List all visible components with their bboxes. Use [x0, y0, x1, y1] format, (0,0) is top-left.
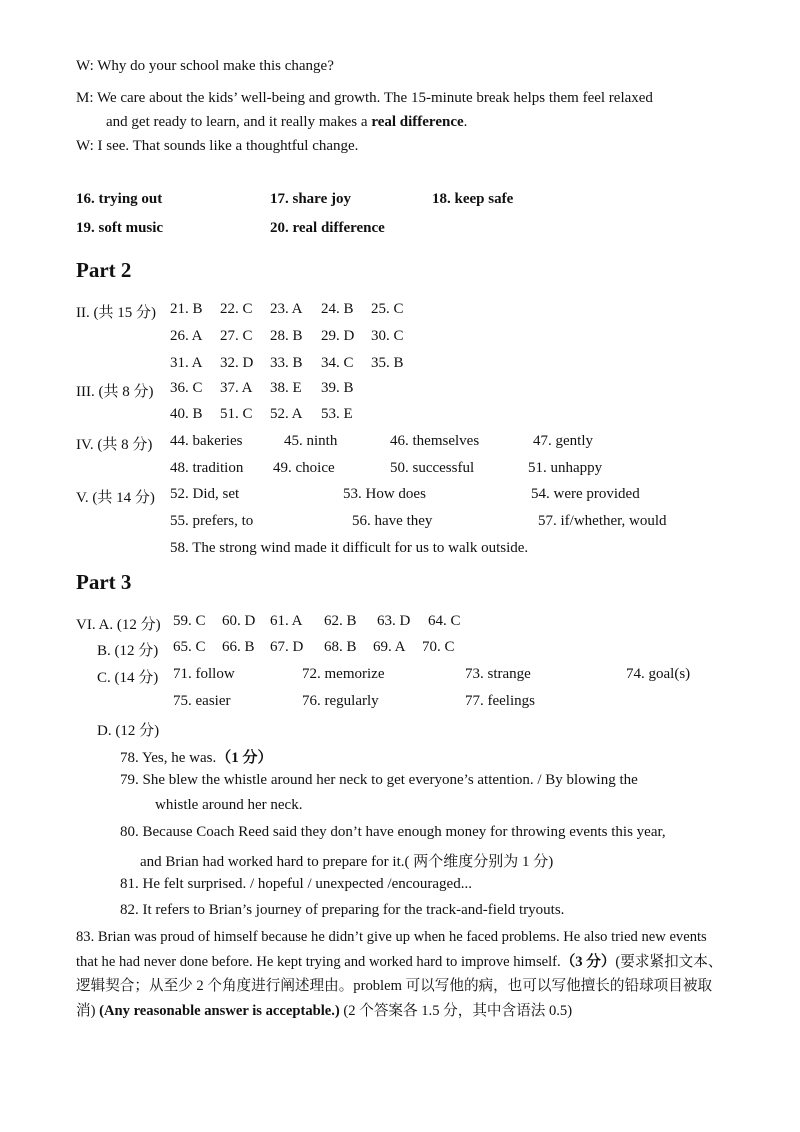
answer-cell: 51. C: [220, 406, 253, 422]
answer-cell: 50. successful: [390, 460, 475, 476]
answer-cell: 25. C: [371, 301, 404, 317]
answer-cell: 52. A: [270, 406, 303, 422]
answer-16: 16. trying out: [76, 191, 163, 207]
answer-cell: 49. choice: [273, 460, 335, 476]
answer-cell: 63. D: [377, 613, 411, 629]
answer-cell: 24. B: [321, 301, 354, 317]
answer-cell: 64. C: [428, 613, 461, 629]
answer-17: 17. share joy: [270, 191, 351, 207]
dialogue-line-m1-continued: [106, 114, 467, 131]
answer-cell: 33. B: [270, 355, 303, 371]
answer-80-line1: 80. Because Coach Reed said they don’t have enough money for throwing events this year,: [120, 824, 666, 840]
section-vi-b-label: B. (12 分): [97, 643, 159, 659]
answer-cell: 29. D: [321, 328, 355, 344]
dialogue-line-w2: W: I see. That sounds like a thoughtful change.: [76, 138, 359, 154]
dialogue-period: .: [463, 114, 468, 130]
part3-heading: Part 3: [76, 570, 132, 594]
answer-cell: 21. B: [170, 301, 203, 317]
answer-cell: 57. if/whether, would: [538, 513, 667, 529]
answer-cell: 53. How does: [343, 486, 426, 502]
dialogue-line-m1: M: We care about the kids’ well-being and growth. The 15-minute break helps them feel relaxed: [76, 90, 653, 106]
dialogue-bold-phrase: real difference: [371, 114, 464, 130]
answer-cell: 28. B: [270, 328, 303, 344]
answer-58: 58. The strong wind made it difficult for us to walk outside.: [170, 540, 529, 556]
answer-78-text: 78. Yes, he was.: [120, 750, 217, 766]
answer-cell: 75. easier: [173, 693, 231, 709]
answer-cell: 44. bakeries: [170, 433, 243, 449]
section-iv-label: IV. (共 8 分): [76, 437, 153, 453]
answer-78-score: （1 分）: [216, 750, 273, 766]
answer-cell: 74. goal(s): [626, 666, 691, 682]
answer-cell: 23. A: [270, 301, 303, 317]
answer-cell: 37. A: [220, 380, 253, 396]
answer-cell: 32. D: [220, 355, 254, 371]
answer-cell: 52. Did, set: [170, 486, 240, 502]
answer-cell: 36. C: [170, 380, 203, 396]
answer-cell: 35. B: [371, 355, 404, 371]
answer-82: 82. It refers to Brian’s journey of preparing for the track-and-field tryouts.: [120, 902, 565, 918]
answer-cell: 68. B: [324, 639, 357, 655]
dialogue-line-w1: W: Why do your school make this change?: [76, 58, 334, 74]
answer-cell: 27. C: [220, 328, 253, 344]
answer-cell: 72. memorize: [302, 666, 385, 682]
answer-cell: 71. follow: [173, 666, 235, 682]
answer-79-line1: 79. She blew the whistle around her neck to get everyone’s attention. / By blowing the: [120, 772, 638, 788]
answer-83: [76, 925, 724, 1023]
section-vi-d-label: D. (12 分): [97, 723, 160, 739]
answer-cell: 56. have they: [352, 513, 433, 529]
answer-83-note: (要求紧扣文本、逻辑契合；从至少 2 个角度进行阐述理由。problem 可以写他的病，也可以写他擅长的铅球项目被取消): [76, 953, 723, 1019]
section-iii-label: III. (共 8 分): [76, 384, 154, 400]
section-ii-label: II. (共 15 分): [76, 305, 156, 321]
answer-cell: 38. E: [270, 380, 302, 396]
answer-cell: 47. gently: [533, 433, 593, 449]
section-vi-a-label: VI. A. (12 分): [76, 617, 161, 633]
answer-83-text: 83. Brian was proud of himself because he didn’t give up when he faced problems. He also tried new events that he had never done before. He kept trying and worked hard to improve himself.: [76, 929, 707, 970]
answer-cell: 61. A: [270, 613, 303, 629]
answer-78: [120, 746, 273, 767]
answer-cell: 26. A: [170, 328, 203, 344]
answer-19: 19. soft music: [76, 220, 164, 236]
section-v-label: V. (共 14 分): [76, 490, 155, 506]
answer-83-acceptable: (Any reasonable answer is acceptable.): [99, 1002, 340, 1019]
answer-cell: 40. B: [170, 406, 203, 422]
section-vi-c-label: C. (14 分): [97, 670, 159, 686]
answer-cell: 48. tradition: [170, 460, 244, 476]
part2-heading: Part 2: [76, 258, 132, 282]
answer-cell: 62. B: [324, 613, 357, 629]
answer-cell: 69. A: [373, 639, 406, 655]
answer-cell: 67. D: [270, 639, 304, 655]
answer-cell: 55. prefers, to: [170, 513, 254, 529]
answer-20: 20. real difference: [270, 220, 385, 236]
answer-cell: 45. ninth: [284, 433, 338, 449]
answer-cell: 39. B: [321, 380, 354, 396]
answer-81: 81. He felt surprised. / hopeful / unexpected /encouraged...: [120, 876, 472, 892]
answer-83-scoring-note: (2 个答案各 1.5 分，其中含语法 0.5): [339, 1002, 573, 1019]
answer-cell: 77. feelings: [465, 693, 535, 709]
answer-cell: 70. C: [422, 639, 455, 655]
answer-cell: 65. C: [173, 639, 206, 655]
answer-80-line2: and Brian had worked hard to prepare for it.( 两个维度分别为 1 分): [140, 854, 554, 870]
answer-cell: 22. C: [220, 301, 253, 317]
dialogue-text: and get ready to learn, and it really makes a: [106, 114, 372, 130]
answer-cell: 60. D: [222, 613, 256, 629]
answer-cell: 30. C: [371, 328, 404, 344]
answer-cell: 76. regularly: [302, 693, 379, 709]
answer-83-score: （3 分）: [560, 953, 616, 970]
answer-cell: 59. C: [173, 613, 206, 629]
answer-cell: 46. themselves: [390, 433, 480, 449]
answer-cell: 34. C: [321, 355, 354, 371]
answer-cell: 51. unhappy: [528, 460, 603, 476]
answer-18: 18. keep safe: [432, 191, 514, 207]
answer-cell: 66. B: [222, 639, 255, 655]
answer-cell: 53. E: [321, 406, 353, 422]
answer-cell: 73. strange: [465, 666, 531, 682]
answer-79-line2: whistle around her neck.: [155, 797, 303, 813]
answer-cell: 54. were provided: [531, 486, 640, 502]
answer-cell: 31. A: [170, 355, 203, 371]
